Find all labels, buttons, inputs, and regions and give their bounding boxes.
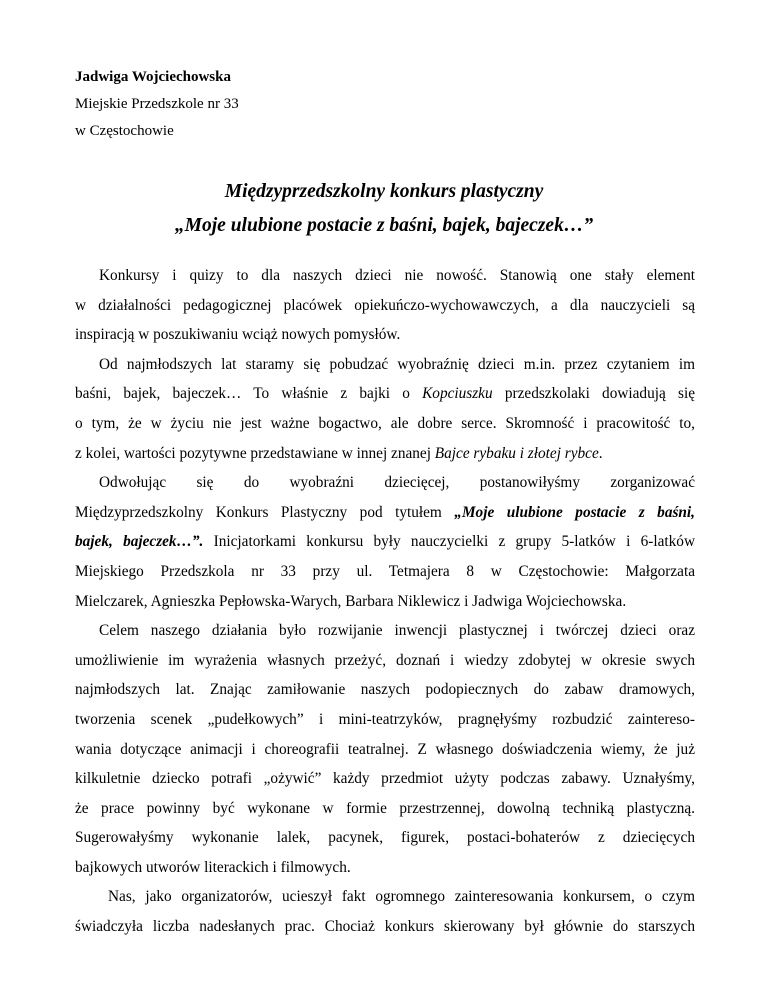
title-line-1: Międzyprzedszkolny konkurs plastyczny (224, 181, 544, 202)
text-line: Nas, jako organizatorów, ucieszył fakt ogromnego zainteresowania konkursem, o czym (108, 888, 695, 906)
text-line: wania dotyczące animacji i choreografii teatralnej. Z własnego doświadczenia wiemy, że już (75, 740, 695, 758)
title-line-2: „Moje ulubione postacie z baśni, bajek, bajeczek…” (174, 215, 594, 236)
text-span: Międzyprzedszkolny Konkurs Plastyczny pod tytułem (75, 503, 455, 521)
text-line (75, 498, 695, 528)
text-line: umożliwienie im wyrażenia własnych przeżyć, doznań i wiedzy zdobytej w okresie swych (75, 651, 695, 669)
document-title (0, 175, 768, 243)
text-line: Odwołując się do wyobraźni dziecięcej, postanowiłyśmy zorganizować (99, 474, 695, 492)
text-line: w działalności pedagogicznej placówek opiekuńczo-wychowawczych, a dla nauczycieli są (75, 296, 695, 314)
author-city: w Częstochowie (75, 123, 174, 139)
author-block (75, 64, 239, 145)
text-span: . (598, 444, 603, 462)
article-body (75, 261, 695, 942)
text-line: Mielczarek, Agnieszka Pepłowska-Warych, Barbara Niklewicz i Jadwiga Wojciechowska. (75, 592, 627, 610)
text-line: Miejskiego Przedszkola nr 33 przy ul. Tetmajera 8 w Częstochowie: Małgorzata (75, 562, 695, 580)
text-line: Konkursy i quizy to dla naszych dzieci nie nowość. Stanowią one stały element (99, 267, 695, 284)
text-line: inspiracją w poszukiwaniu wciąż nowych pomysłów. (75, 326, 401, 344)
contest-title-part-1: „Moje ulubione postacie z baśni, (454, 503, 695, 521)
italic-title-kopciuszek: Kopciuszku (422, 385, 493, 403)
text-line: bajkowych utworów literackich i filmowych. (75, 858, 351, 876)
contest-title-part-2: bajek, bajeczek…”. (75, 533, 204, 551)
author-name: Jadwiga Wojciechowska (75, 69, 231, 85)
text-line: kilkuletnie dziecko potrafi „ożywić” każdy przedmiot użyty podczas zabawy. Uznałyśmy, (75, 770, 695, 788)
text-span: z kolei, wartości pozytywne przedstawiane w innej znanej (75, 444, 435, 462)
text-line: tworzenia scenek „pudełkowych” i mini-teatrzyków, pragnęłyśmy rozbudzić zaintereso- (75, 710, 695, 728)
text-span: przedszkolaki dowiadują się (492, 385, 695, 403)
author-institution: Miejskie Przedszkole nr 33 (75, 96, 239, 112)
text-line: świadczyła liczba nadesłanych prac. Chociaż konkurs skierowany był głównie do starszych (75, 918, 695, 936)
text-line (75, 527, 695, 557)
text-line (75, 379, 695, 409)
text-line: o tym, że w życiu nie jest ważne bogactwo, ale dobre serce. Skromność i pracowitość to, (75, 414, 695, 432)
text-line: Sugerowałyśmy wykonanie lalek, pacynek, figurek, postaci-bohaterów z dziecięcych (75, 829, 695, 847)
text-line: Celem naszego działania było rozwijanie inwencji plastycznej i twórczej dzieci oraz (99, 622, 695, 640)
text-line: Od najmłodszych lat staramy się pobudzać wyobraźnię dzieci m.in. przez czytaniem im (99, 355, 695, 373)
text-line: najmłodszych lat. Znając zamiłowanie naszych podopiecznych do zabaw dramowych, (75, 681, 695, 699)
text-span: baśni, bajek, bajeczek… To właśnie z bajki o (75, 385, 423, 403)
text-line: że prace powinny być wykonane w formie przestrzennej, dowolną techniką plastyczną. (75, 799, 695, 817)
text-span: Inicjatorkami konkursu były nauczycielki z grupy 5-latków i 6-latków (203, 533, 695, 551)
text-line (75, 439, 695, 469)
italic-title-bajka: Bajce rybaku i złotej rybce (434, 444, 599, 462)
